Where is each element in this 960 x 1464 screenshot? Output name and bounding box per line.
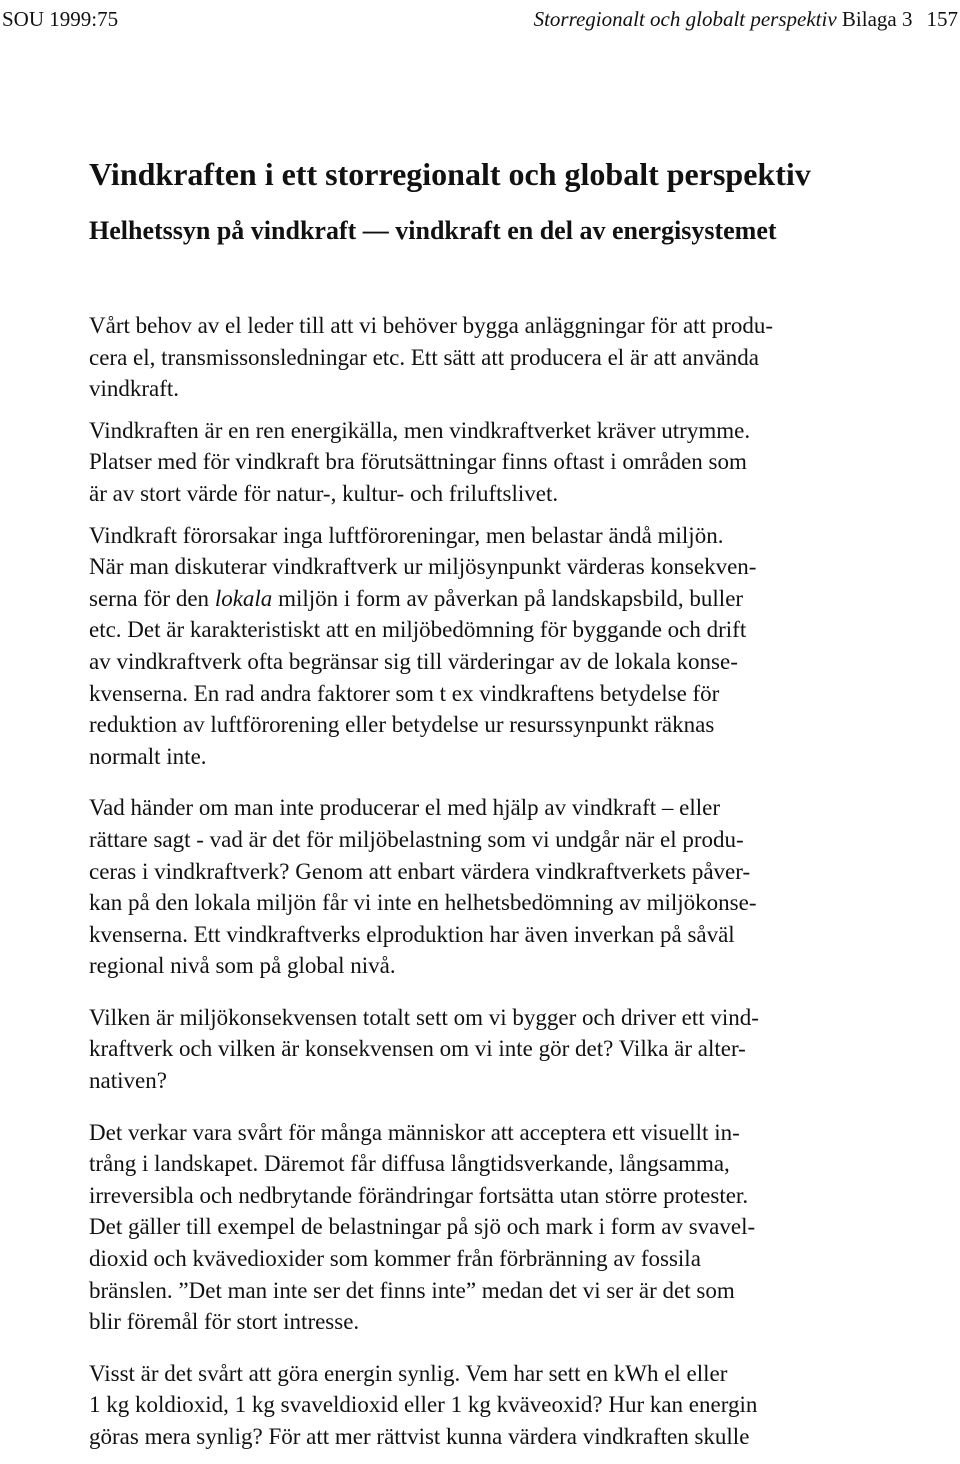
text-line: Vindkraften är en ren energikälla, men vindkraftverket kräver utrymme.	[89, 417, 751, 443]
text-line: 1 kg koldioxid, 1 kg svaveldioxid eller 1 kg kväveoxid? Hur kan energin	[89, 1392, 758, 1418]
text-line: kraftverk och vilken är konsekvensen om vi inte gör det? Vilka är alter-	[89, 1036, 746, 1062]
text-line: dioxid och kvävedioxider som kommer från förbränning av fossila	[89, 1246, 701, 1272]
text-line: vindkraft.	[89, 376, 180, 402]
text-line: kan på den lokala miljön får vi inte en helhetsbedömning av miljökonse-	[89, 890, 757, 916]
text-segment: serna för den	[89, 585, 215, 611]
page-title: Vindkraften i ett storregionalt och globalt perspektiv	[89, 156, 811, 192]
text-line: Det verkar vara svårt för många människor att acceptera ett visuellt in-	[89, 1119, 740, 1145]
header-right	[534, 4, 958, 34]
paragraph-2	[89, 415, 889, 510]
text-line: blir föremål för stort intresse.	[89, 1309, 360, 1335]
emphasis-lokala: lokala	[214, 585, 273, 611]
text-line	[89, 583, 889, 615]
text-line: bränslen. ”Det man inte ser det finns inte” medan det vi ser är det som	[89, 1277, 735, 1303]
page-number: 157	[926, 7, 958, 31]
appendix-label: Bilaga 3	[841, 7, 913, 31]
text-line: Vad händer om man inte producerar el med hjälp av vindkraft – eller	[89, 795, 720, 821]
text-line: cera el, transmissonsledningar etc. Ett sätt att producera el är att använda	[89, 344, 759, 370]
text-line: Visst är det svårt att göra energin synlig. Vem har sett en kWh el eller	[89, 1360, 728, 1386]
paragraph-3	[89, 520, 889, 773]
text-segment: miljön i form av påverkan på landskapsbild, buller	[272, 585, 744, 611]
text-line: Vårt behov av el leder till att vi behöver bygga anläggningar för att produ-	[89, 313, 774, 338]
paragraph-7	[89, 1358, 889, 1453]
paragraph-4	[89, 792, 889, 982]
text-line: är av stort värde för natur-, kultur- och friluftslivet.	[89, 480, 559, 506]
text-line: göras mera synlig? För att mer rättvist kunna värdera vindkraften skulle	[89, 1424, 750, 1449]
text-line: etc. Det är karakteristiskt att en miljöbedömning för byggande och drift	[89, 617, 747, 643]
text-line: irreversibla och nedbrytande förändringar fortsätta utan större protester.	[89, 1182, 749, 1208]
text-line: Vindkraft förorsakar inga luftföroreningar, men belastar ändå miljön.	[89, 522, 724, 548]
text-line: När man diskuterar vindkraftverk ur miljösynpunkt värderas konsekven-	[89, 554, 757, 580]
text-line: regional nivå som på global nivå.	[89, 953, 396, 979]
section-subtitle: Helhetssyn på vindkraft ― vindkraft en del av energisystemet	[89, 216, 777, 245]
report-number: SOU 1999:75	[2, 7, 119, 31]
paragraph-1	[89, 310, 889, 405]
running-header	[2, 4, 958, 34]
heading-block	[89, 154, 879, 248]
body-text	[89, 310, 889, 1453]
text-line: trång i landskapet. Däremot får diffusa långtidsverkande, långsamma,	[89, 1151, 730, 1177]
text-line: kvenserna. En rad andra faktorer som t ex vindkraftens betydelse för	[89, 680, 720, 706]
text-line: av vindkraftverk ofta begränsar sig till värderingar av de lokala konse-	[89, 648, 738, 674]
text-line: ceras i vindkraftverk? Genom att enbart värdera vindkraftverkets påver-	[89, 858, 751, 884]
text-line: nativen?	[89, 1068, 167, 1094]
section-title: Storregionalt och globalt perspektiv	[533, 7, 837, 31]
text-line: kvenserna. Ett vindkraftverks elproduktion har även inverkan på såväl	[89, 921, 735, 947]
paragraph-5	[89, 1002, 889, 1097]
text-line: rättare sagt - vad är det för miljöbelastning som vi undgår när el produ-	[89, 826, 744, 852]
text-line: Platser med för vindkraft bra förutsättningar finns oftast i områden som	[89, 449, 747, 475]
text-line: Det gäller till exempel de belastningar på sjö och mark i form av svavel-	[89, 1214, 756, 1240]
text-line: reduktion av luftförorening eller betydelse ur resurssynpunkt räknas	[89, 712, 715, 738]
paragraph-6	[89, 1117, 889, 1338]
text-line: normalt inte.	[89, 743, 207, 769]
text-line: Vilken är miljökonsekvensen totalt sett om vi bygger och driver ett vind-	[89, 1004, 759, 1030]
